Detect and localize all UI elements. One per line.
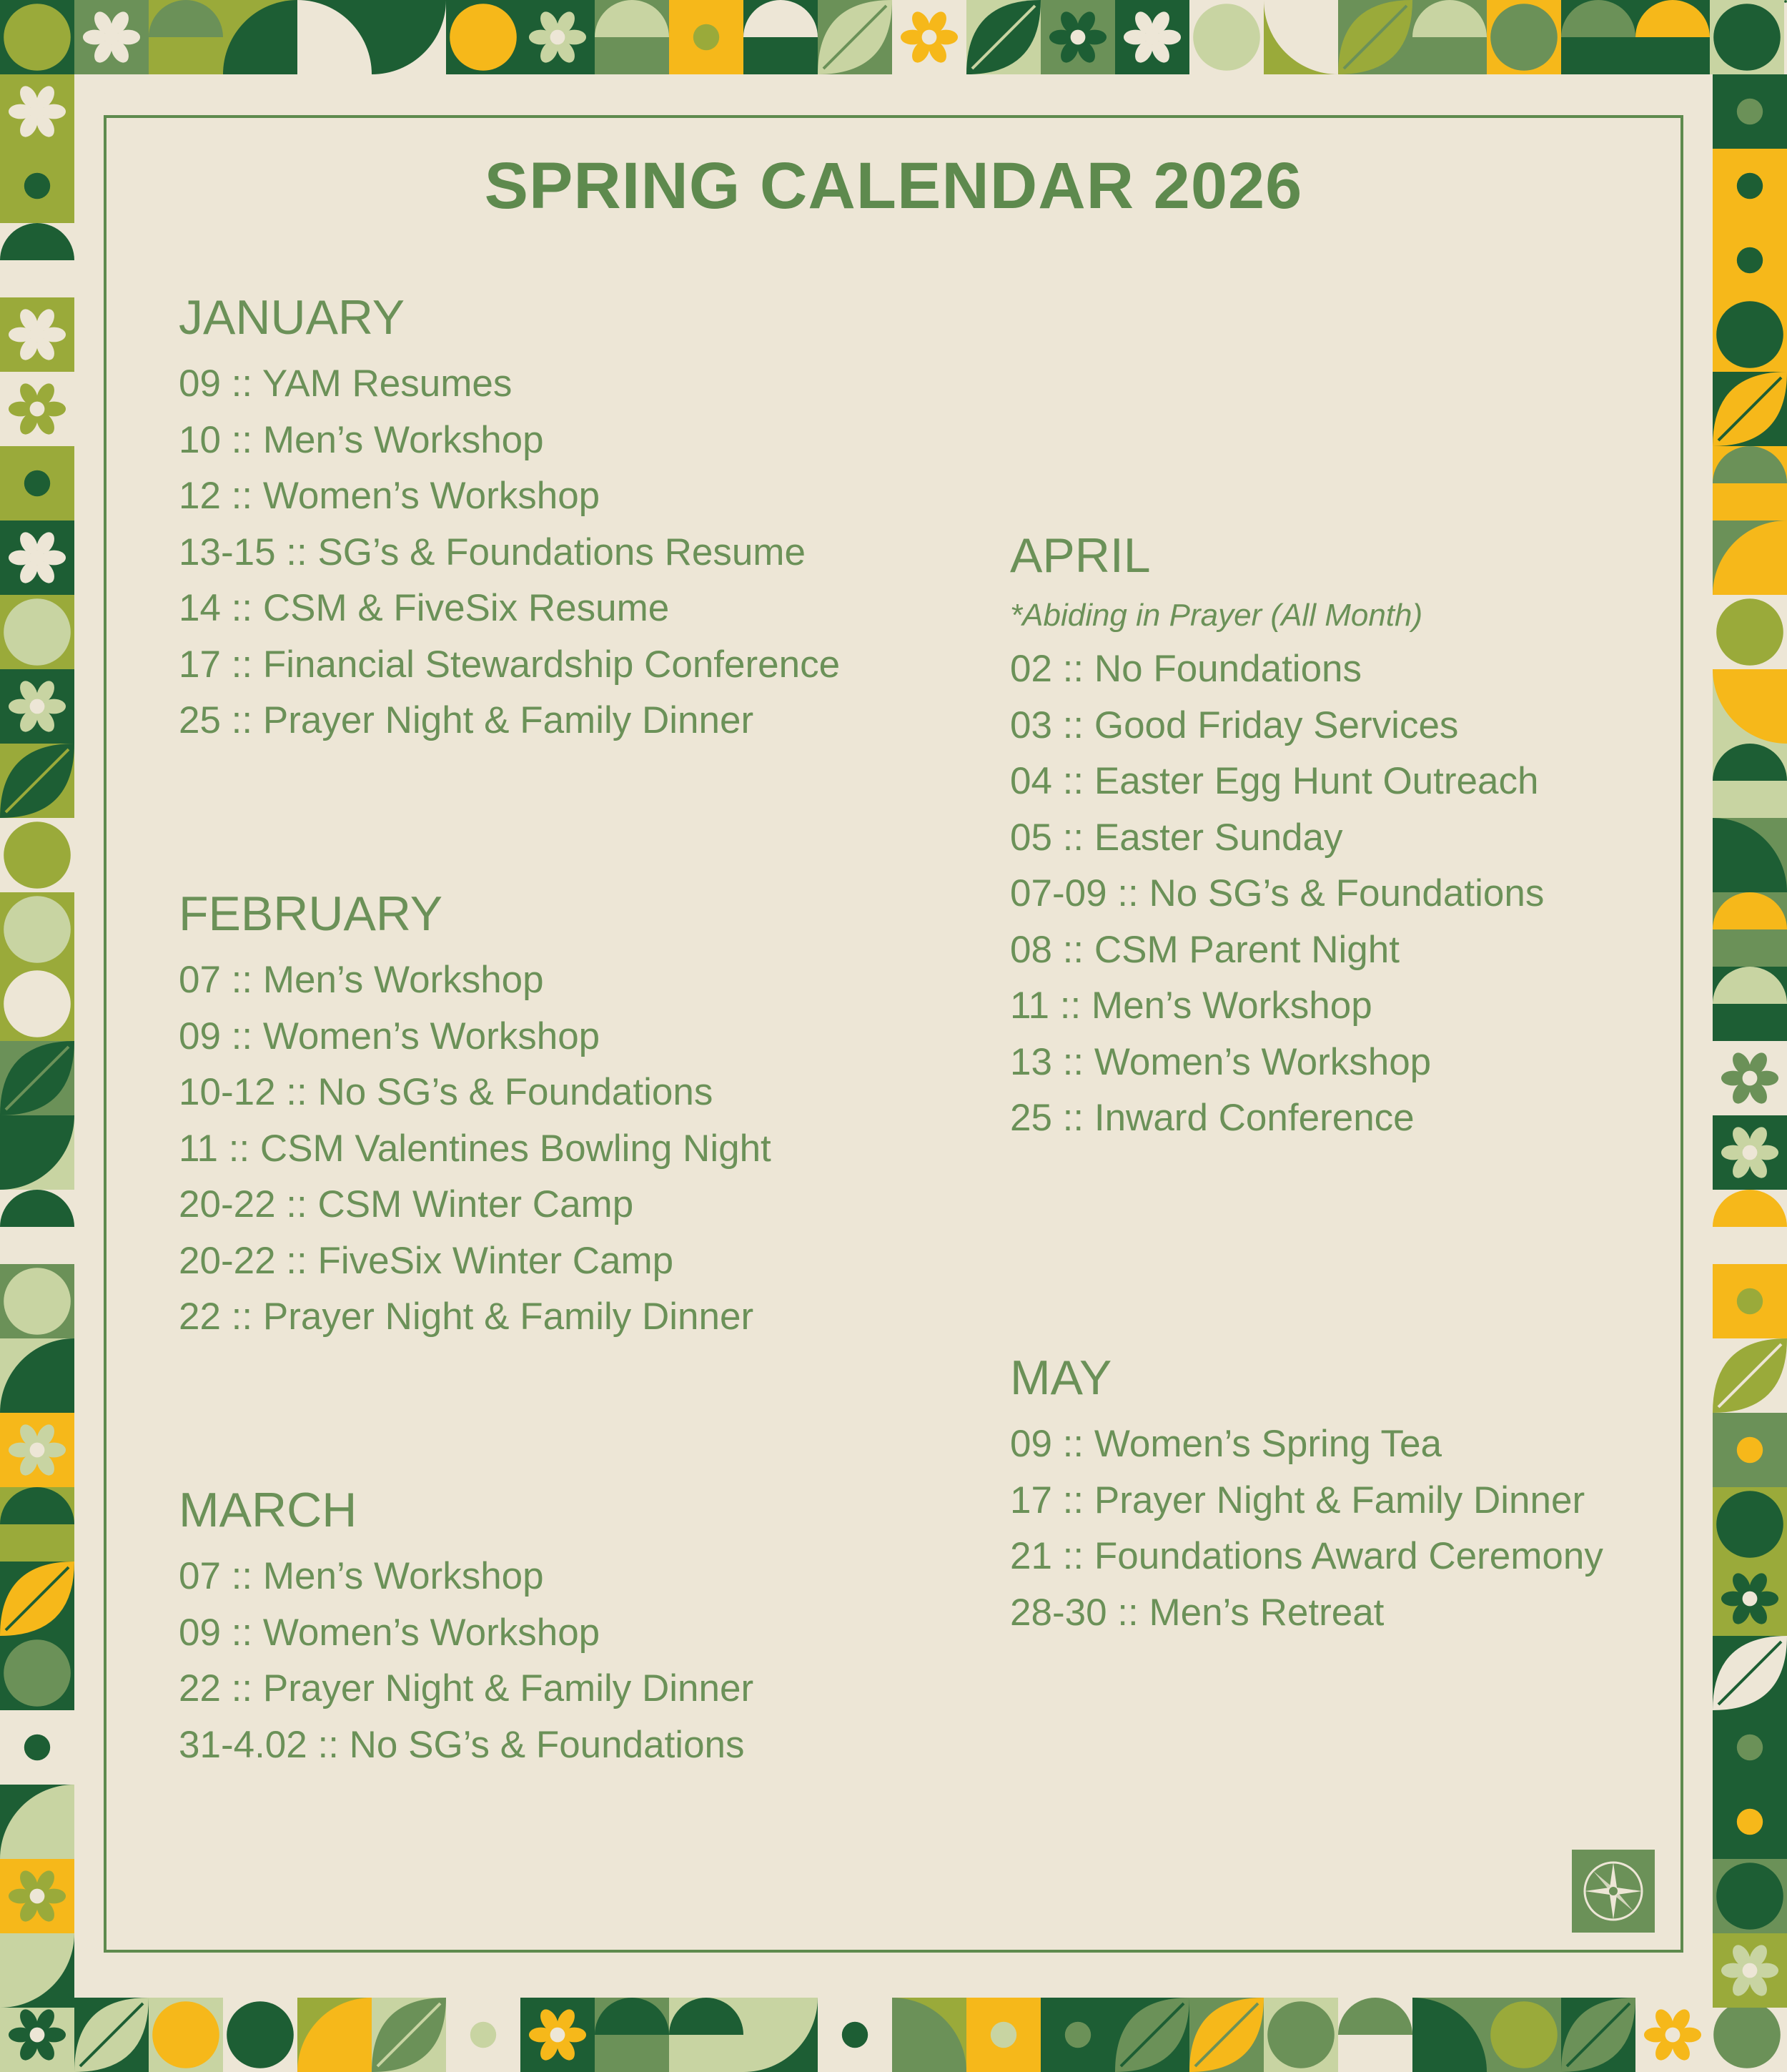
- month-name: JANUARY: [179, 290, 405, 345]
- month-march: [179, 1480, 753, 1773]
- month-name: MARCH: [179, 1483, 357, 1537]
- event-item: 25 :: Prayer Night & Family Dinner: [179, 699, 754, 741]
- month-may: [1010, 1348, 1603, 1641]
- event-item: 07 :: Men’s Workshop: [179, 1555, 544, 1597]
- month-name: APRIL: [1010, 528, 1151, 583]
- event-list: [179, 1549, 753, 1773]
- month-name: FEBRUARY: [179, 887, 443, 941]
- event-item: 07 :: Men’s Workshop: [179, 959, 544, 1001]
- event-item: 13 :: Women’s Workshop: [1010, 1040, 1432, 1083]
- page-title: SPRING CALENDAR 2026: [484, 149, 1303, 222]
- event-list: [1010, 641, 1544, 1147]
- event-item: 13-15 :: SG’s & Foundations Resume: [179, 531, 806, 573]
- event-item: 07-09 :: No SG’s & Foundations: [1010, 872, 1545, 914]
- event-item: 14 :: CSM & FiveSix Resume: [179, 587, 670, 629]
- compass-star-icon: [1572, 1850, 1655, 1933]
- month-february: [179, 884, 771, 1346]
- event-list: [179, 356, 840, 749]
- event-item: 21 :: Foundations Award Ceremony: [1010, 1535, 1603, 1577]
- event-item: 11 :: CSM Valentines Bowling Night: [179, 1127, 771, 1170]
- event-item: 22 :: Prayer Night & Family Dinner: [179, 1667, 754, 1710]
- event-item: 20-22 :: FiveSix Winter Camp: [179, 1239, 674, 1282]
- event-item: 08 :: CSM Parent Night: [1010, 928, 1400, 971]
- event-list: [179, 952, 771, 1346]
- event-item: 04 :: Easter Egg Hunt Outreach: [1010, 760, 1539, 802]
- event-item: 09 :: Women’s Workshop: [179, 1015, 600, 1057]
- event-item: 03 :: Good Friday Services: [1010, 704, 1459, 746]
- event-list: [1010, 1416, 1603, 1641]
- event-item: 25 :: Inward Conference: [1010, 1097, 1415, 1139]
- event-item: 28-30 :: Men’s Retreat: [1010, 1591, 1385, 1634]
- event-item: 31-4.02 :: No SG’s & Foundations: [179, 1723, 745, 1766]
- event-item: 17 :: Financial Stewardship Conference: [179, 643, 841, 686]
- month-name: MAY: [1010, 1351, 1112, 1405]
- event-item: 09 :: YAM Resumes: [179, 362, 513, 405]
- event-item: 17 :: Prayer Night & Family Dinner: [1010, 1479, 1585, 1521]
- month-april: [1010, 526, 1544, 1147]
- event-item: 11 :: Men’s Workshop: [1010, 985, 1372, 1027]
- month-january: [179, 287, 840, 749]
- event-item: 10 :: Men’s Workshop: [179, 418, 544, 461]
- event-item: 10-12 :: No SG’s & Foundations: [179, 1071, 713, 1113]
- event-item: 09 :: Women’s Workshop: [179, 1611, 600, 1654]
- event-item: 22 :: Prayer Night & Family Dinner: [179, 1296, 754, 1338]
- month-note: *Abiding in Prayer (All Month): [1010, 598, 1423, 633]
- event-item: 20-22 :: CSM Winter Camp: [179, 1183, 634, 1225]
- event-item: 12 :: Women’s Workshop: [179, 475, 600, 517]
- event-item: 05 :: Easter Sunday: [1010, 816, 1343, 859]
- event-item: 02 :: No Foundations: [1010, 648, 1362, 690]
- event-item: 09 :: Women’s Spring Tea: [1010, 1423, 1442, 1465]
